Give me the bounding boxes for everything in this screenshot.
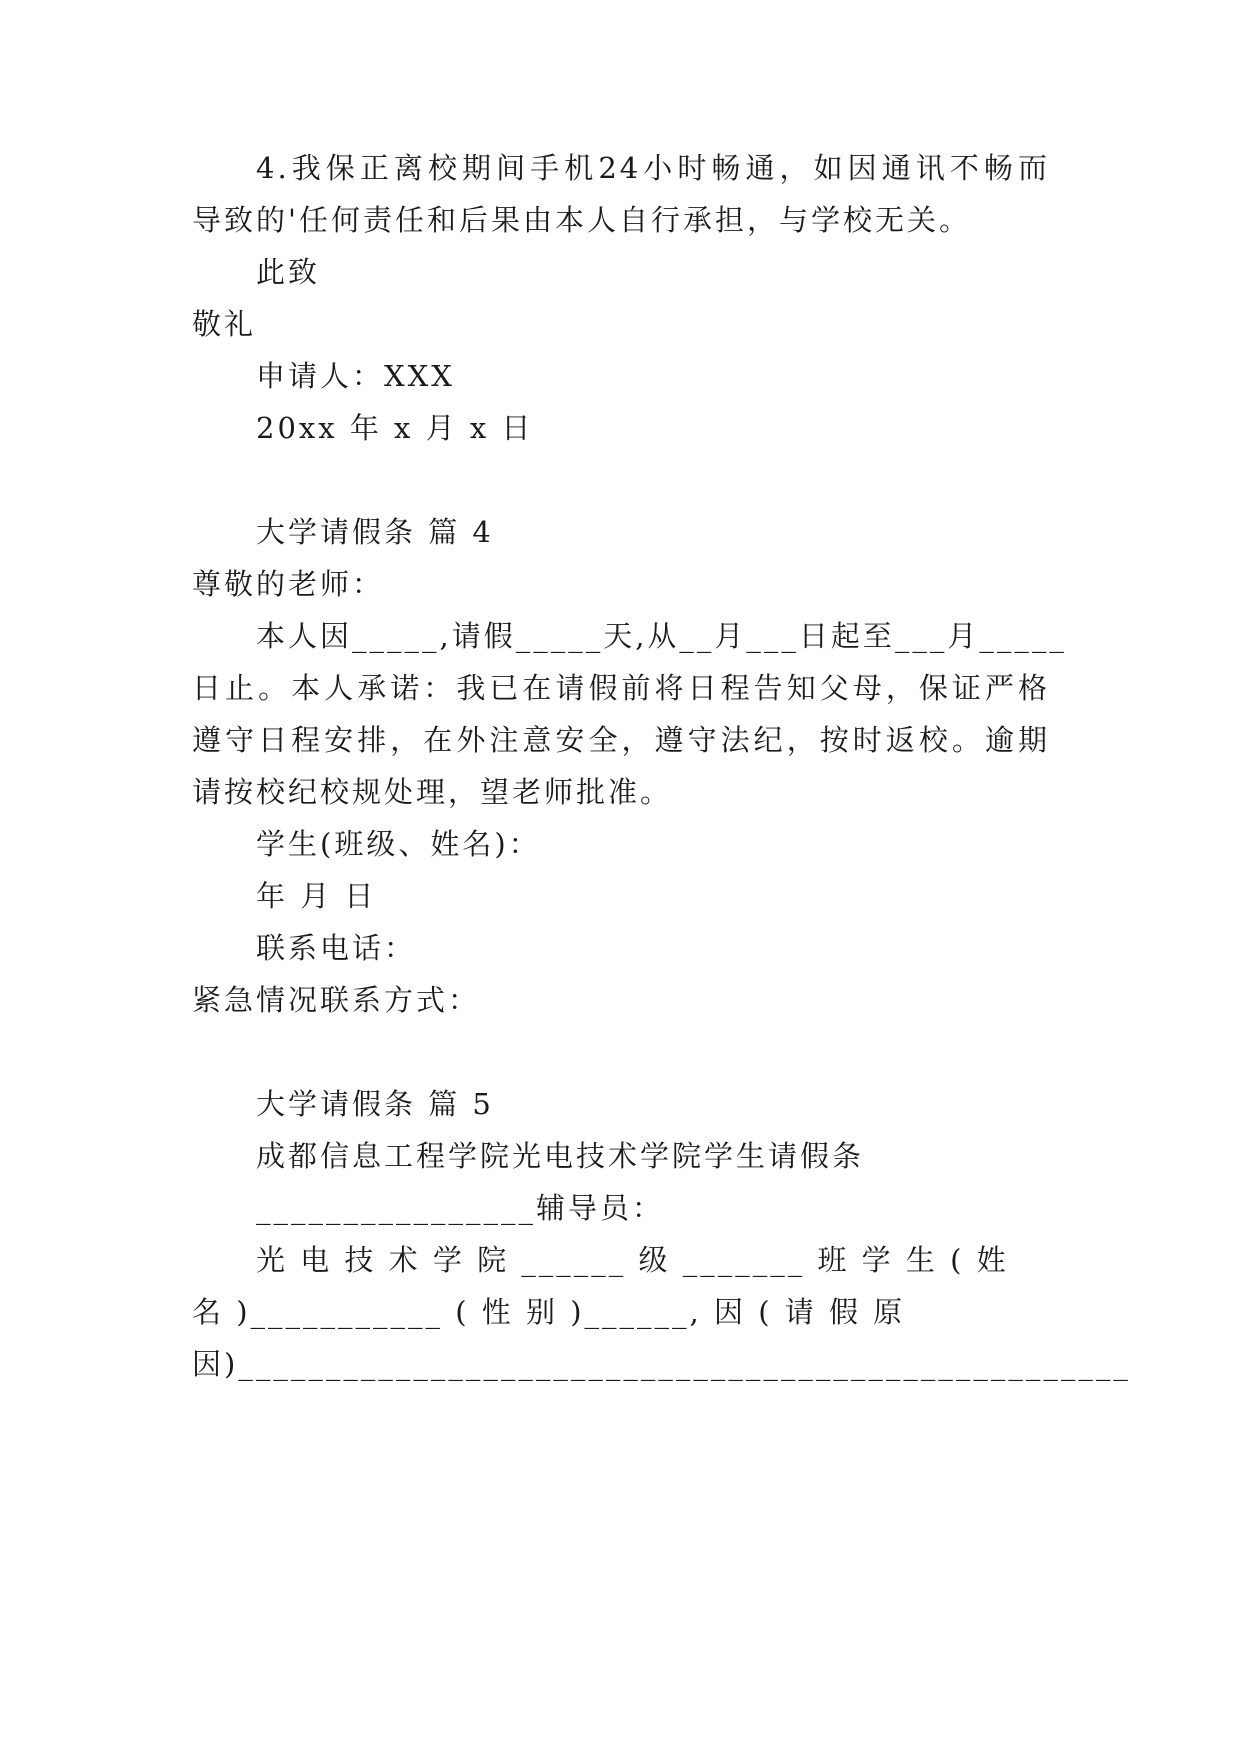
leave-request-line-4: 请按校纪校规处理，望老师批准。 <box>192 775 673 809</box>
section-title-5: 大学请假条 篇 5 <box>256 1087 494 1121</box>
contact-phone-label: 联系电话： <box>256 931 417 965</box>
paragraph-line-commitment-4b: 导致的'任何责任和后果由本人自行承担，与学校无关。 <box>192 203 971 237</box>
counselor-label: ________________辅导员： <box>256 1191 665 1225</box>
applicant-date: 20xx 年 x 月 x 日 <box>256 411 534 445</box>
leave-request-line-3: 遵守日程安排，在外注意安全，遵守法纪，按时返校。逾期 <box>192 723 1050 757</box>
paragraph-line-commitment-4a: 4.我保正离校期间手机24小时畅通，如因通讯不畅而 <box>256 151 1050 185</box>
leave-request-line-2: 日止。本人承诺：我已在请假前将日程告知父母，保证严格 <box>192 671 1050 705</box>
student-class-name-label: 学生(班级、姓名)： <box>256 827 541 861</box>
leave-request-line-1: 本人因_____,请假_____天,从__月___日起至___月_____ <box>256 619 1067 653</box>
section-title-4: 大学请假条 篇 4 <box>256 515 494 549</box>
greeting-teacher: 尊敬的老师： <box>192 567 385 601</box>
closing-salutation: 此致 <box>256 255 321 289</box>
form-line-student-info: 光 电 技 术 学 院 ______ 级 _______ 班 学 生 ( 姓 <box>256 1243 1009 1277</box>
form-line-reason-blank: 因)___________________________________________________ <box>192 1347 1131 1381</box>
form-line-gender-reason: 名 )___________ ( 性 别 )______, 因 ( 请 假 原 <box>192 1295 906 1329</box>
date-label: 年 月 日 <box>256 879 377 913</box>
closing-respect: 敬礼 <box>192 307 257 341</box>
form-heading: 成都信息工程学院光电技术学院学生请假条 <box>256 1139 865 1173</box>
emergency-contact-label: 紧急情况联系方式： <box>192 983 481 1017</box>
applicant-signature: 申请人：XXX <box>256 359 455 393</box>
